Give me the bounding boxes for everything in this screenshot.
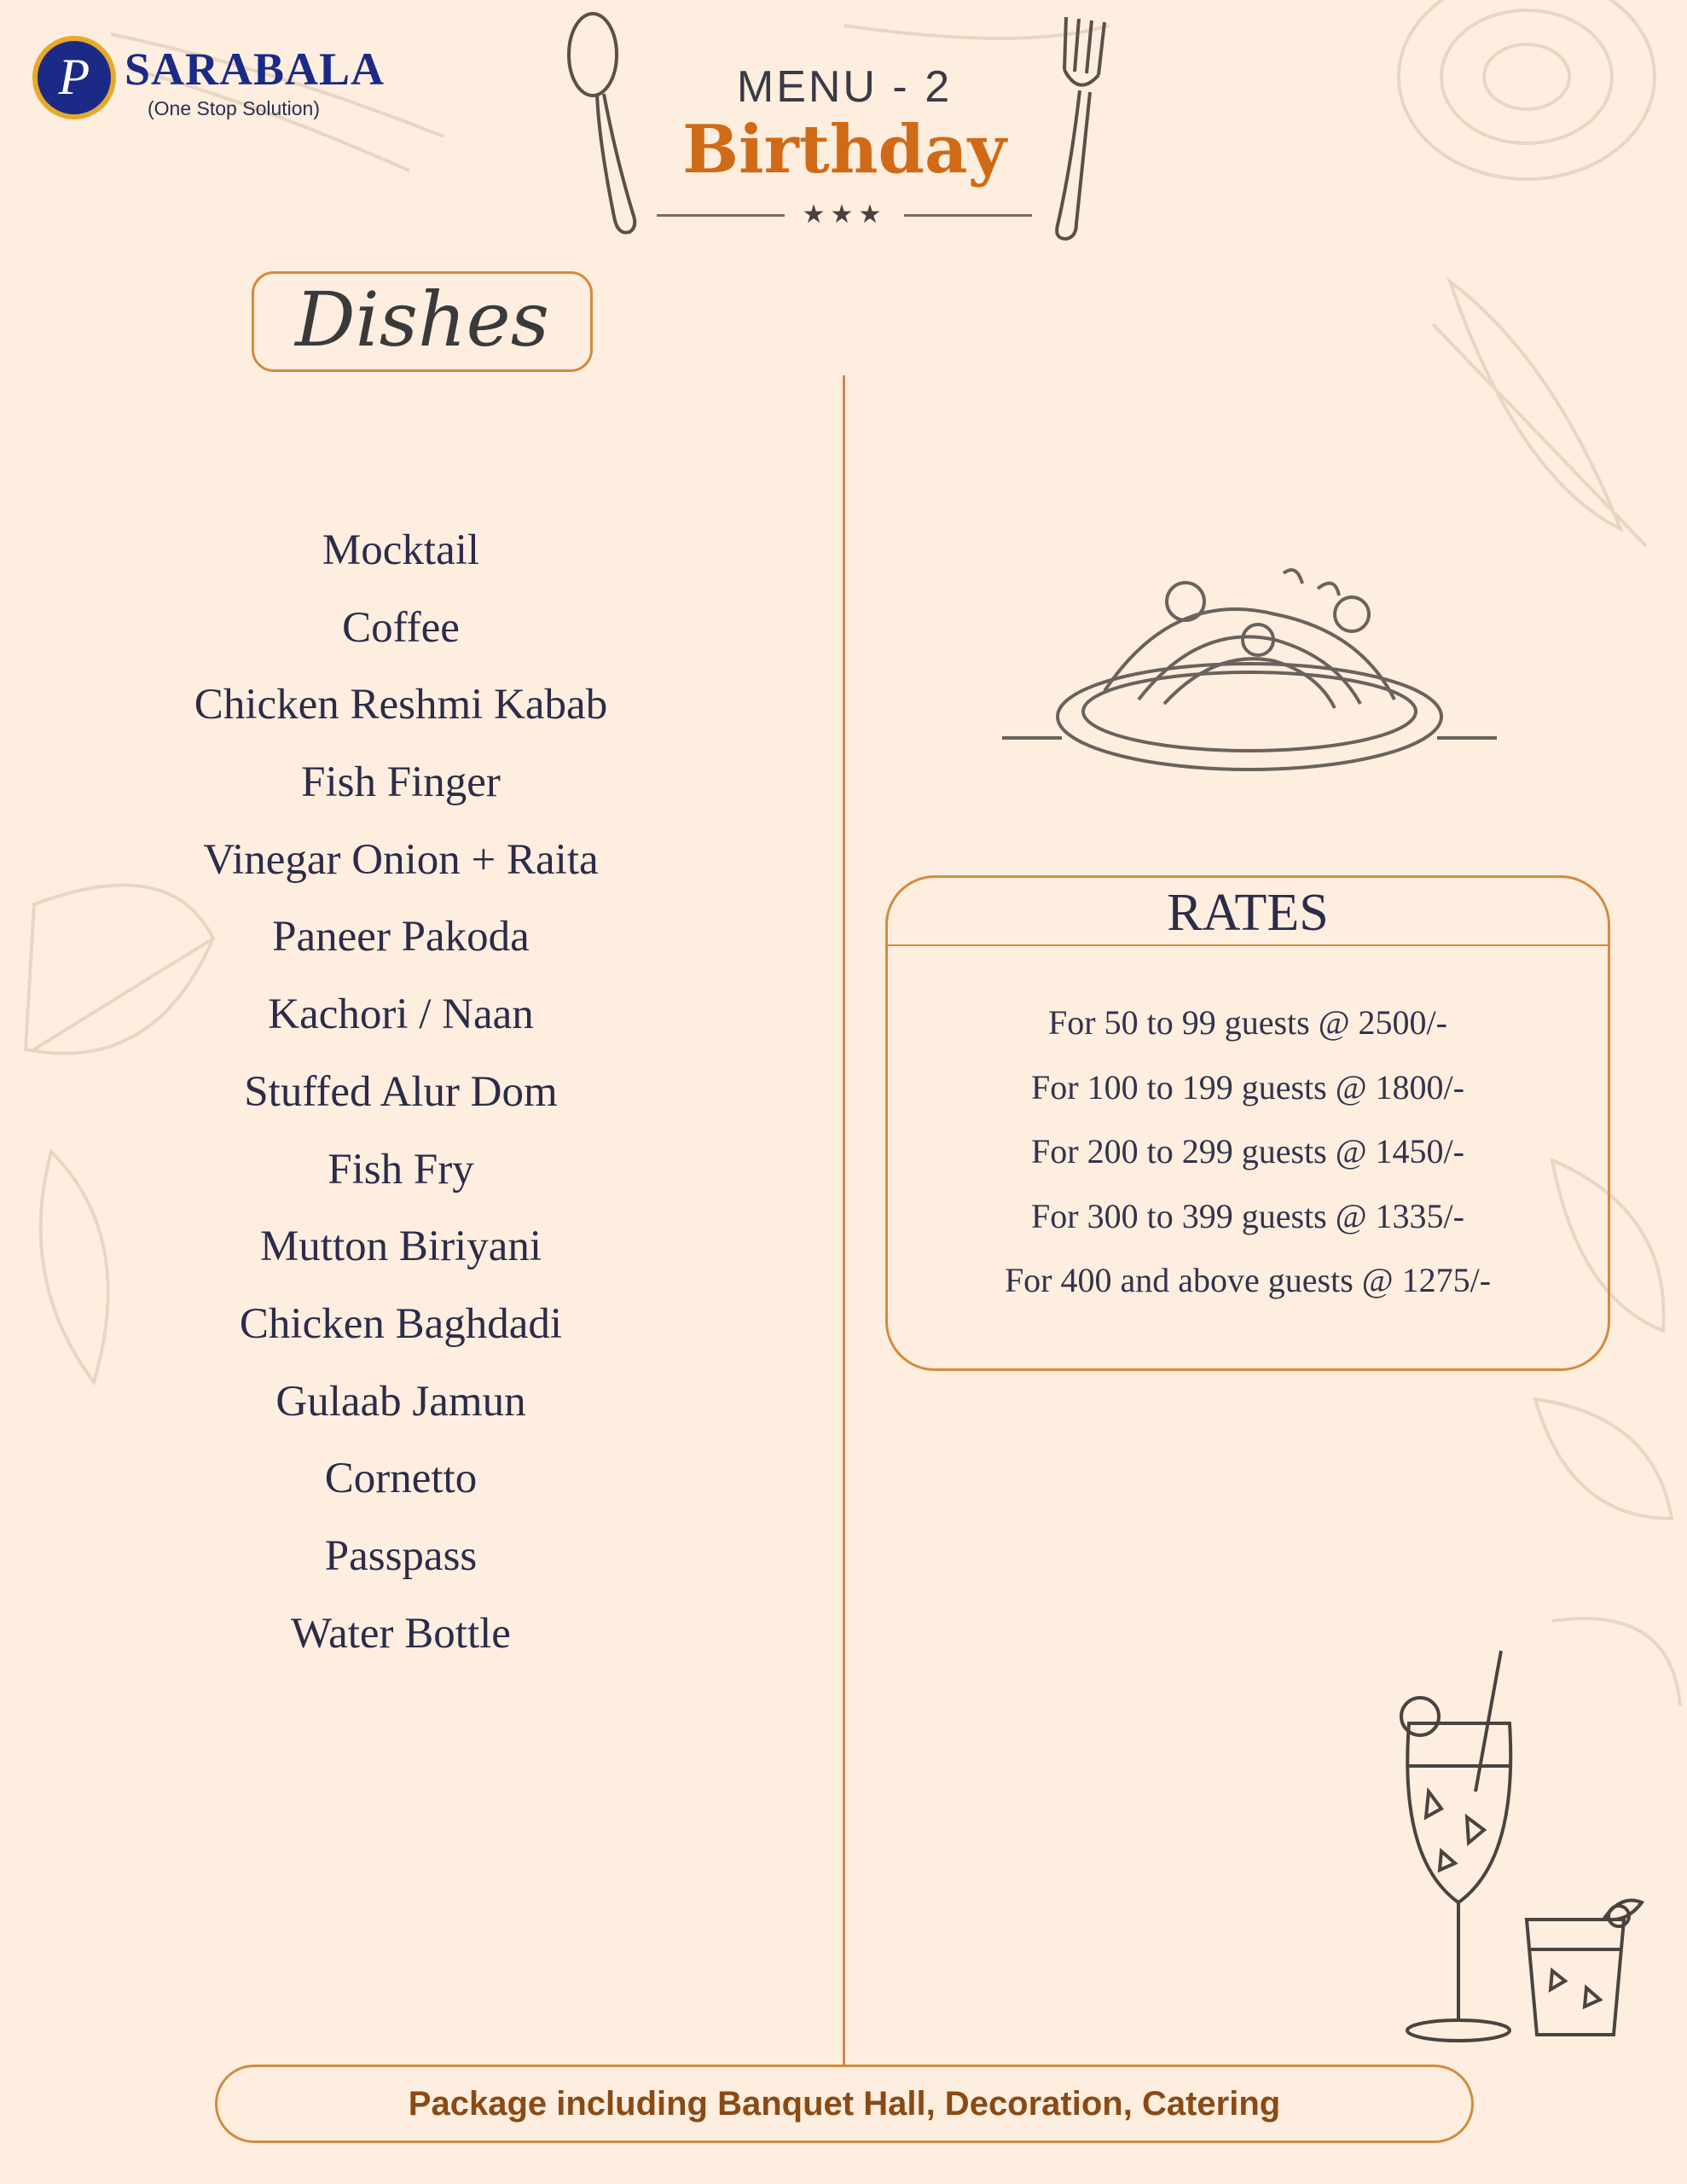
brand-name: SARABALA (125, 44, 386, 95)
divider-stars: ★★★ (802, 200, 887, 229)
package-text: Package including Banquet Hall, Decoration, Catering (408, 2085, 1281, 2123)
column-divider (843, 375, 845, 2065)
rate-item: For 300 to 399 guests @ 1335/- (1031, 1196, 1464, 1235)
rate-item: For 50 to 99 guests @ 2500/- (1048, 1003, 1447, 1042)
divider-line-left (657, 214, 785, 217)
list-item: Chicken Reshmi Kabab (194, 681, 608, 729)
divider-line-right (904, 214, 1032, 217)
list-item: Vinegar Onion + Raita (203, 835, 599, 884)
list-item: Mutton Biriyani (259, 1223, 542, 1271)
rate-item: For 400 and above guests @ 1275/- (1004, 1261, 1492, 1300)
rate-item: For 100 to 199 guests @ 1800/- (1031, 1067, 1464, 1107)
plate-of-food-icon (1002, 555, 1497, 785)
brand-logo (32, 36, 425, 130)
brand-tagline: (One Stop Solution) (148, 97, 321, 119)
list-item: Chicken Baghdadi (239, 1299, 563, 1348)
rates-title: RATES (888, 878, 1608, 946)
dishes-heading-box (252, 271, 593, 372)
list-item: Stuffed Alur Dom (244, 1067, 558, 1116)
tumbler-drink-icon (1518, 1885, 1655, 2048)
list-item: Fish Finger (301, 758, 501, 807)
logo-emblem: P (32, 36, 116, 119)
list-item: Gulaab Jamun (275, 1377, 526, 1426)
list-item: Water Bottle (291, 1609, 511, 1658)
cocktail-glass-icon (1390, 1647, 1535, 2048)
title-divider (657, 198, 1032, 232)
list-item: Kachori / Naan (268, 990, 534, 1039)
menu-label: MENU - 2 (736, 62, 953, 112)
event-title: Birthday (682, 111, 1006, 189)
list-item: Cornetto (324, 1455, 478, 1503)
dish-list (111, 512, 691, 1672)
package-footer (215, 2065, 1474, 2143)
list-item: Passpass (324, 1531, 478, 1580)
list-item: Mocktail (322, 526, 480, 574)
rates-list (888, 997, 1608, 1320)
dishes-title: Dishes (295, 276, 549, 363)
rate-item: For 200 to 299 guests @ 1450/- (1031, 1132, 1464, 1171)
list-item: Paneer Pakoda (272, 913, 530, 961)
rates-panel (885, 875, 1610, 1371)
list-item: Coffee (342, 603, 460, 652)
list-item: Fish Fry (328, 1145, 474, 1194)
